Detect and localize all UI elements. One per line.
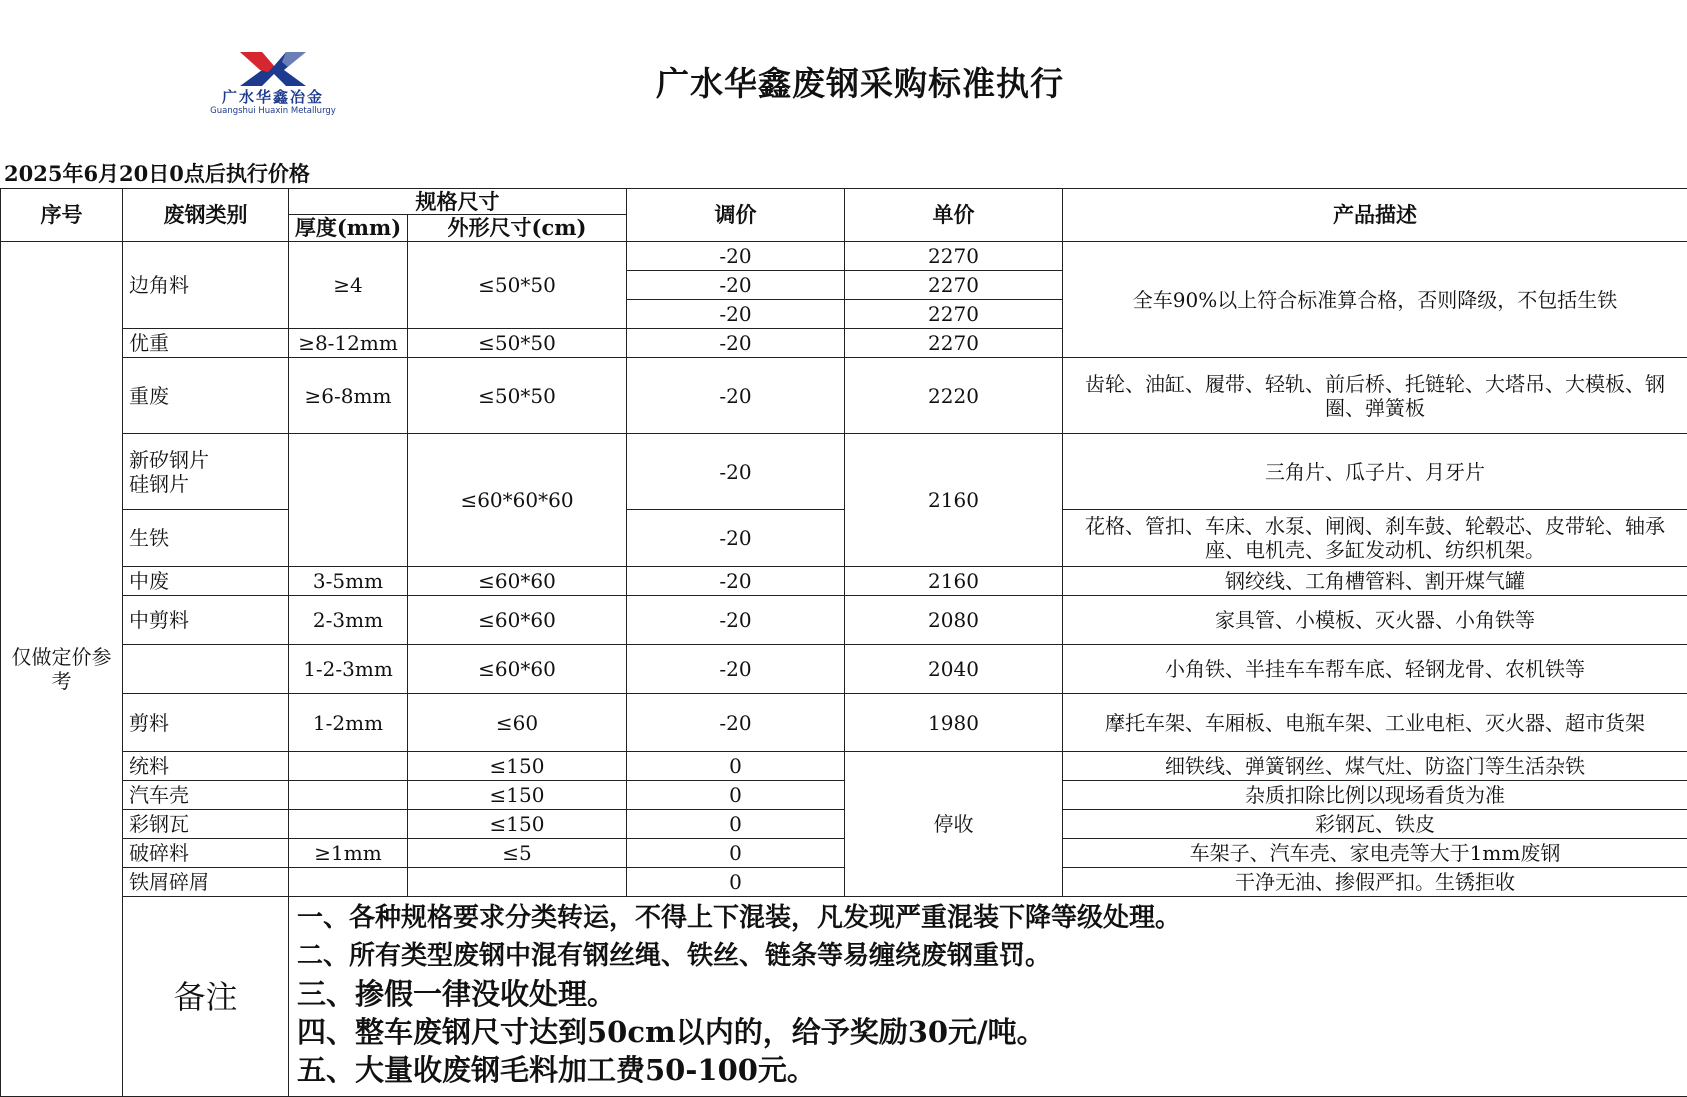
adjust-cell: -20 (627, 358, 845, 434)
table-row (1, 810, 1687, 839)
table-row (1, 645, 1687, 694)
adjust-cell: -20 (627, 510, 845, 567)
adjust-cell: 0 (627, 810, 845, 839)
table-row (1, 839, 1687, 868)
adjust-cell: -20 (627, 329, 845, 358)
category-cell: 铁屑碎屑 (123, 868, 289, 897)
size-cell: ≤150 (408, 752, 627, 781)
price-cell: 2220 (845, 358, 1063, 434)
table-row (1, 358, 1687, 434)
desc-cell: 车架子、汽车壳、家电壳等大于1mm废钢 (1063, 839, 1687, 868)
note-4: 四、整车废钢尺寸达到50cm以内的，给予奖励30元/吨。 (297, 1013, 1679, 1051)
header-row-1 (1, 189, 1687, 215)
desc-cell: 家具管、小模板、灭火器、小角铁等 (1063, 596, 1687, 645)
size-cell (408, 868, 627, 897)
desc-cell: 小角铁、半挂车车帮车底、轻钢龙骨、农机铁等 (1063, 645, 1687, 694)
header-price: 单价 (845, 189, 1063, 242)
thickness-cell (289, 752, 408, 781)
price-cell: 停收 (845, 752, 1063, 897)
size-cell: ≤50*50 (408, 329, 627, 358)
thickness-cell: 2-3mm (289, 596, 408, 645)
adjust-cell: -20 (627, 271, 845, 300)
adjust-cell: -20 (627, 434, 845, 510)
thickness-cell (289, 810, 408, 839)
adjust-cell: 0 (627, 868, 845, 897)
price-cell: 2040 (845, 645, 1063, 694)
price-cell: 2160 (845, 567, 1063, 596)
desc-cell: 钢绞线、工角槽管料、割开煤气罐 (1063, 567, 1687, 596)
desc-cell: 彩钢瓦、铁皮 (1063, 810, 1687, 839)
adjust-cell: -20 (627, 300, 845, 329)
thickness-cell: 1-2mm (289, 694, 408, 752)
table-row (1, 596, 1687, 645)
company-logo (188, 48, 358, 120)
header-size: 外形尺寸(cm) (408, 215, 627, 242)
size-cell: ≤150 (408, 810, 627, 839)
price-table (0, 188, 1687, 1097)
size-cell: ≤60*60*60 (408, 434, 627, 567)
row-group-label: 仅做定价参考 (1, 242, 123, 1097)
category-cell: 中废 (123, 567, 289, 596)
note-3: 三、掺假一律没收处理。 (297, 975, 1679, 1013)
logo-english-name: Guangshui Huaxin Metallurgy (188, 106, 358, 116)
adjust-cell: -20 (627, 694, 845, 752)
desc-cell: 三角片、瓜子片、月牙片 (1063, 434, 1687, 510)
table-row (1, 434, 1687, 510)
header-category: 废钢类别 (123, 189, 289, 242)
table-row (1, 868, 1687, 897)
category-cell: 优重 (123, 329, 289, 358)
note-1: 一、各种规格要求分类转运，不得上下混装，凡发现严重混装下降等级处理。 (297, 899, 1679, 937)
category-cell (123, 645, 289, 694)
header-spec: 规格尺寸 (289, 189, 627, 215)
header-no: 序号 (1, 189, 123, 242)
notes-cell (289, 897, 1687, 1097)
desc-cell: 齿轮、油缸、履带、轻轨、前后桥、托链轮、大塔吊、大模板、钢圈、弹簧板 (1063, 358, 1687, 434)
desc-cell: 摩托车架、车厢板、电瓶车架、工业电柜、灭火器、超市货架 (1063, 694, 1687, 752)
size-cell: ≤60*60 (408, 596, 627, 645)
desc-cell: 干净无油、掺假严扣。生锈拒收 (1063, 868, 1687, 897)
header-thickness: 厚度(mm) (289, 215, 408, 242)
category-cell: 生铁 (123, 510, 289, 567)
thickness-cell: ≥8-12mm (289, 329, 408, 358)
header-adjust: 调价 (627, 189, 845, 242)
category-cell: 汽车壳 (123, 781, 289, 810)
table-row (1, 781, 1687, 810)
desc-cell: 杂质扣除比例以现场看货为准 (1063, 781, 1687, 810)
thickness-cell: ≥6-8mm (289, 358, 408, 434)
thickness-cell (289, 781, 408, 810)
page-header (0, 0, 1687, 160)
notes-label: 备注 (123, 897, 289, 1097)
effective-date-line: 2025年6月20日0点后执行价格 (4, 158, 310, 188)
category-cell: 边角料 (123, 242, 289, 329)
category-cell: 中剪料 (123, 596, 289, 645)
desc-cell: 全车90%以上符合标准算合格，否则降级，不包括生铁 (1063, 242, 1687, 358)
adjust-cell: -20 (627, 567, 845, 596)
price-cell: 2160 (845, 434, 1063, 567)
price-cell: 2080 (845, 596, 1063, 645)
size-cell: ≤150 (408, 781, 627, 810)
logo-chinese-name: 广水华鑫冶金 (188, 86, 358, 107)
table-row (1, 242, 1687, 271)
thickness-cell (289, 434, 408, 567)
category-cell: 破碎料 (123, 839, 289, 868)
desc-cell: 花格、管扣、车床、水泵、闸阀、刹车鼓、轮毂芯、皮带轮、轴承座、电机壳、多缸发动机、纺织机架。 (1063, 510, 1687, 567)
category-cell: 重废 (123, 358, 289, 434)
size-cell: ≤50*50 (408, 242, 627, 329)
price-cell: 1980 (845, 694, 1063, 752)
thickness-cell: 1-2-3mm (289, 645, 408, 694)
size-cell: ≤60*60 (408, 567, 627, 596)
table-row (1, 510, 1687, 567)
price-cell: 2270 (845, 329, 1063, 358)
adjust-cell: 0 (627, 752, 845, 781)
category-line-1: 新矽钢片 (129, 448, 284, 472)
thickness-cell: ≥1mm (289, 839, 408, 868)
size-cell: ≤5 (408, 839, 627, 868)
thickness-cell: 3-5mm (289, 567, 408, 596)
page-title: 广水华鑫废钢采购标准执行 (560, 58, 1160, 105)
price-cell: 2270 (845, 271, 1063, 300)
size-cell: ≤60*60 (408, 645, 627, 694)
price-cell: 2270 (845, 242, 1063, 271)
category-cell (123, 434, 289, 510)
adjust-cell: 0 (627, 839, 845, 868)
price-cell: 2270 (845, 300, 1063, 329)
table-row (1, 567, 1687, 596)
size-cell: ≤50*50 (408, 358, 627, 434)
logo-x-mark-icon (238, 50, 308, 88)
adjust-cell: -20 (627, 645, 845, 694)
category-cell: 剪料 (123, 694, 289, 752)
adjust-cell: 0 (627, 781, 845, 810)
category-cell: 彩钢瓦 (123, 810, 289, 839)
header-desc: 产品描述 (1063, 189, 1687, 242)
notes-row (1, 897, 1687, 1097)
table-row (1, 752, 1687, 781)
adjust-cell: -20 (627, 596, 845, 645)
adjust-cell: -20 (627, 242, 845, 271)
table-row (1, 694, 1687, 752)
category-line-2: 硅钢片 (129, 472, 284, 496)
note-2: 二、所有类型废钢中混有钢丝绳、铁丝、链条等易缠绕废钢重罚。 (297, 937, 1679, 975)
desc-cell: 细铁线、弹簧钢丝、煤气灶、防盗门等生活杂铁 (1063, 752, 1687, 781)
note-5: 五、大量收废钢毛料加工费50-100元。 (297, 1051, 1679, 1089)
category-cell: 统料 (123, 752, 289, 781)
size-cell: ≤60 (408, 694, 627, 752)
thickness-cell: ≥4 (289, 242, 408, 329)
thickness-cell (289, 868, 408, 897)
